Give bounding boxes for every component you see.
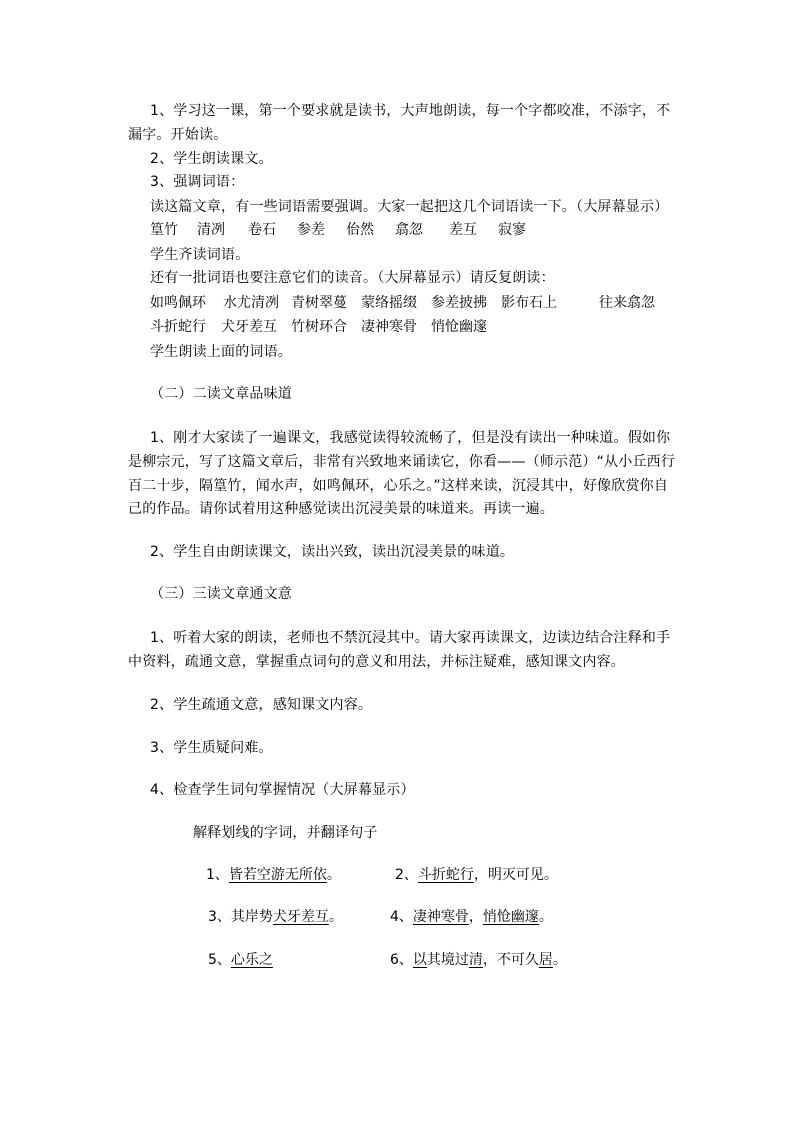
item-emphasize-words: 3、强调词语：: [150, 174, 245, 190]
exercise-text: ，明灭可见。: [473, 867, 558, 883]
phrase-item: 参差披拂: [431, 295, 487, 311]
underlined-phrase: 心乐之: [230, 952, 273, 968]
paragraph-read-aloud-cont: 漏字。开始读。: [128, 127, 228, 143]
word-item: 参差: [297, 222, 325, 238]
phrase-item: 青树翠蔓: [291, 295, 347, 311]
exercise-number: 5、: [208, 952, 231, 968]
paragraph-taste: 1、刚才大家读了一遍课文，我感觉读得较流畅了，但是没有读出一种味道。假如你: [150, 430, 671, 446]
exercise-number: 4、: [390, 909, 413, 925]
paragraph-taste-cont: 百二十步，隔篁竹，闻水声，如鸣佩环，心乐之。”这样来读，沉浸其中，好像欣赏你自: [128, 478, 669, 494]
word-item: 佁然: [346, 222, 374, 238]
paragraph-taste-cont: 己的作品。请你试着用这种感觉读出沉浸美景的味道来。再读一遍。: [128, 501, 554, 517]
exercise-number: 3、其岸势: [208, 909, 273, 925]
words-intro: 读这篇文章，有一些词语需要强调。大家一起把这几个词语读一下。（大屏幕显示）: [150, 199, 669, 215]
phrase-item: 影布石上: [501, 295, 557, 311]
underlined-phrase: 悄怆幽邃: [482, 909, 539, 925]
exercise-text: 。: [326, 867, 341, 883]
paragraph-taste-cont: 是柳宗元，写了这篇文章后，非常有兴致地来诵读它，你看——（师示范）“从小丘西行: [128, 454, 676, 470]
underlined-phrase: 清: [468, 952, 483, 968]
paragraph-free-reading: 2、学生自由朗读课文，读出兴致，读出沉浸美景的味道。: [150, 544, 515, 560]
word-item: 翕忽: [395, 222, 423, 238]
phrase-item: 竹树环合: [291, 319, 347, 335]
exercise-4: [390, 906, 553, 928]
underlined-phrase: 凄神寒骨: [412, 909, 469, 925]
exercise-1: [206, 864, 341, 886]
phrase-item: 往来翕忽: [599, 295, 655, 311]
paragraph-questions: 3、学生质疑问难。: [150, 740, 273, 756]
section-heading-2: （二）二读文章品味道: [150, 386, 292, 402]
exercise-6: [390, 949, 567, 971]
read-together-note: 学生齐读词语。: [150, 247, 250, 263]
paragraph-understand: 1、听着大家的朗读，老师也不禁沉浸其中。请大家再读课文，边读边结合注释和手: [150, 630, 671, 646]
exercise-text: 。: [328, 909, 343, 925]
phrase-item: 凄神寒骨: [361, 319, 417, 335]
word-item: 卷石: [248, 222, 276, 238]
word-list-1: [150, 219, 550, 241]
underlined-phrase: 居: [538, 952, 553, 968]
word-item: 差互: [449, 222, 477, 238]
word-item: 清冽: [197, 222, 225, 238]
underlined-phrase: 犬牙差互: [272, 909, 329, 925]
section-heading-3: （三）三读文章通文意: [150, 586, 292, 602]
paragraph-check: 4、检查学生词句掌握情况（大屏幕显示）: [150, 782, 415, 798]
paragraph-read-aloud: 1、学习这一课，第一个要求就是读书，大声地朗读，每一个字都咬准，不添字，不: [150, 103, 671, 119]
exercise-text: 。: [538, 909, 553, 925]
word-item: 篁竹: [150, 222, 178, 238]
exercise-text: 。: [552, 952, 567, 968]
read-phrases-note: 学生朗读上面的词语。: [150, 344, 292, 360]
phrase-item: 悄怆幽邃: [431, 319, 487, 335]
paragraph-understand-cont: 中资料，疏通文意，掌握重点词句的意义和用法，并标注疑难，感知课文内容。: [128, 654, 625, 670]
phrase-item: 斗折蛇行: [150, 319, 206, 335]
exercise-instruction: 解释划线的字词，并翻译句子: [193, 825, 378, 841]
exercise-number: 2、: [395, 867, 418, 883]
word-list-3: [150, 316, 550, 338]
exercise-text: 其境过: [426, 952, 469, 968]
exercise-text: ，: [468, 909, 483, 925]
paragraph-clarify: 2、学生疏通文意，感知课文内容。: [150, 697, 373, 713]
underlined-phrase: 斗折蛇行: [417, 867, 474, 883]
underlined-phrase: 皆若空游无所依: [228, 867, 327, 883]
phrase-item: 蒙络摇缀: [361, 295, 417, 311]
exercise-2: [395, 864, 558, 886]
exercise-number: 1、: [206, 867, 229, 883]
exercise-5: [208, 949, 273, 971]
word-item: 寂寥: [498, 222, 526, 238]
exercise-number: 6、: [390, 952, 413, 968]
words-intro-2: 还有一批词语也要注意它们的读音。（大屏幕显示）请反复朗读：: [150, 270, 555, 286]
phrase-item: 水尤清冽: [223, 295, 279, 311]
underlined-phrase: 以: [412, 952, 427, 968]
exercise-text: ，不可久: [482, 952, 539, 968]
exercise-3: [208, 906, 343, 928]
item-students-read: 2、学生朗读课文。: [150, 151, 273, 167]
word-list-2: [150, 292, 670, 314]
phrase-item: 如鸣佩环: [150, 295, 206, 311]
phrase-item: 犬牙差互: [221, 319, 277, 335]
